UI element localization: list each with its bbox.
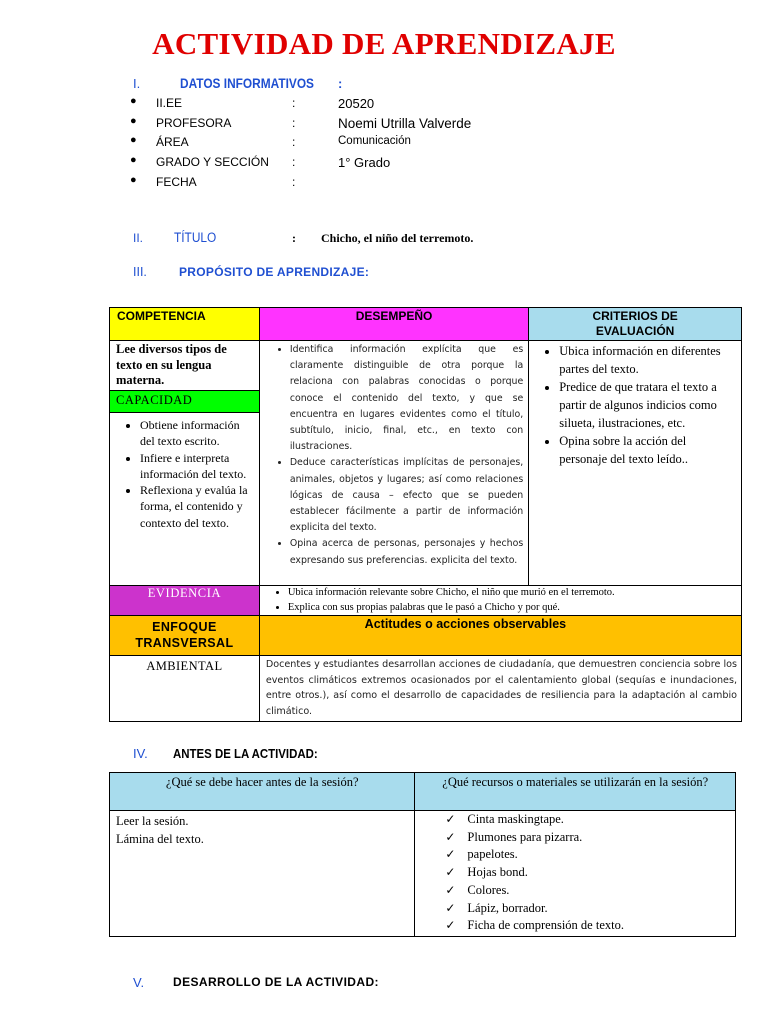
info-value: 1° Grado — [338, 155, 391, 170]
header-recursos: ¿Qué recursos o materiales se utilizarán en la sesión? — [415, 773, 736, 811]
enfoque-cell — [110, 656, 260, 722]
bullet-icon: ● — [130, 115, 137, 127]
bullet-icon: ● — [130, 134, 137, 146]
competencia-cell — [110, 341, 260, 586]
info-value: 20520 — [338, 96, 375, 111]
list-item: ✓ Lápiz, borrador. — [467, 900, 731, 918]
bullet-icon: ● — [130, 174, 137, 186]
list-item: • Identifica información explícita que es claramente distinguible de otra porque la relaciona con palabras conocidas o porque conoce el contenido del texto, y que se encuentra en lugares evidentes como el título, subtítulo, inicio, final, etc., en texto con ilustraciones. — [290, 342, 523, 455]
info-label: GRADO Y SECCIÓN — [156, 155, 269, 169]
header-antes: ¿Qué se debe hacer antes de la sesión? — [110, 773, 415, 811]
section-3-label: PROPÓSITO DE APRENDIZAJE: — [179, 265, 370, 279]
list-item: • Explica con sus propias palabras que le pasó a Chicho y por qué. — [288, 601, 737, 616]
list-item: ✓ Colores. — [467, 882, 731, 900]
section-1-number: I. — [133, 76, 141, 91]
section-2-number: II. — [133, 231, 144, 245]
section-5-number: V. — [133, 975, 145, 990]
list-item: • Ubica información en diferentes partes del texto. — [559, 342, 735, 378]
info-label: PROFESORA — [156, 116, 232, 130]
info-label: II.EE — [156, 96, 183, 110]
section-5-label: DESARROLLO DE LA ACTIVIDAD: — [173, 975, 379, 989]
list-item: ✓ Ficha de comprensión de texto. — [467, 917, 731, 935]
section-4-number: IV. — [133, 746, 148, 761]
info-colon: : — [292, 155, 296, 169]
section-1-label: DATOS INFORMATIVOS — [180, 76, 314, 91]
enfoque-header: ENFOQUE TRANSVERSAL — [110, 616, 260, 656]
list-item: ✓ Cinta maskingtape. — [467, 811, 731, 829]
competencia-text: Lee diversos tipos de texto en su lengua materna. — [116, 342, 227, 387]
list-item: • Predice de que tratara el texto a partir de algunos indicios como silueta, ilustraciones, etc. — [559, 378, 735, 432]
list-item: • Obtiene información del texto escrito. — [140, 417, 255, 450]
antes-item: Lámina del texto. — [116, 832, 204, 846]
criterios-cell — [529, 341, 742, 586]
section-1-colon: : — [338, 76, 343, 91]
recursos-cell — [415, 811, 736, 937]
info-colon: : — [292, 175, 296, 189]
evidencia-label: EVIDENCIA — [147, 586, 222, 600]
actitudes-header: Actitudes o acciones observables — [259, 616, 741, 656]
list-item: ✓ papelotes. — [467, 846, 731, 864]
section-2-colon: : — [292, 231, 296, 245]
header-desempeno: DESEMPEÑO — [259, 308, 528, 341]
capacidad-label: CAPACIDAD — [110, 390, 259, 413]
purpose-table — [109, 307, 742, 722]
bullet-icon: ● — [130, 95, 137, 107]
section-3-number: III. — [133, 265, 147, 279]
info-label: ÁREA — [156, 135, 189, 149]
bullet-icon: ● — [130, 154, 137, 166]
criterios-list — [533, 342, 735, 468]
list-item: ✓ Plumones para pizarra. — [467, 829, 731, 847]
antes-item: Leer la sesión. — [116, 814, 189, 828]
info-label: FECHA — [156, 175, 197, 189]
recursos-list — [415, 811, 731, 935]
list-item: • Deduce características implícitas de personajes, animales, objetos y lugares; así como relaciones lógicas de causa – efecto que se pueden establecer fácilmente a partir de información explicita del texto. — [290, 455, 523, 536]
list-item: • Ubica información relevante sobre Chicho, el niño que murió en el terremoto. — [288, 586, 737, 601]
actitud-cell — [259, 656, 741, 722]
section-2-label: TÍTULO — [174, 230, 217, 245]
list-item: ✓ Hojas bond. — [467, 864, 731, 882]
activity-title-value: Chicho, el niño del terremoto. — [321, 231, 474, 245]
evidencia-label-cell — [110, 586, 260, 616]
info-value: Comunicación — [338, 135, 411, 147]
info-colon: : — [292, 116, 296, 130]
before-activity-table — [109, 772, 736, 937]
enfoque-value: AMBIENTAL — [146, 659, 223, 673]
list-item: • Reflexiona y evalúa la forma, el contenido y contexto del texto. — [140, 482, 255, 531]
page-title: ACTIVIDAD DE APRENDIZAJE — [152, 26, 616, 61]
section-4-label: ANTES DE LA ACTIVIDAD: — [173, 746, 318, 761]
list-item: • Opina acerca de personas, personajes y hechos expresando sus preferencias. explicita del texto. — [290, 536, 523, 568]
antes-cell — [110, 811, 415, 937]
list-item: • Opina sobre la acción del personaje del texto leído.. — [559, 432, 735, 468]
desempenos-list — [266, 342, 523, 569]
header-criterios: CRITERIOS DE EVALUACIÓN — [529, 308, 742, 341]
info-colon: : — [292, 96, 296, 110]
header-competencia: COMPETENCIA — [110, 308, 260, 341]
evidencias-list — [264, 586, 737, 615]
actitud-text: Docentes y estudiantes desarrollan acciones de ciudadanía, que demuestren conciencia sobre los eventos climáticos extremos ocasionados por el calentamiento global (sequías e inundaciones, entre otros.), así como el desarrollo de capacidades de resiliencia para la adaptación al cambio climático. — [265, 659, 737, 717]
desempeno-cell — [259, 341, 528, 586]
capacidades-list — [110, 413, 259, 531]
list-item: • Infiere e interpreta información del texto. — [140, 450, 255, 483]
info-colon: : — [292, 135, 296, 149]
info-value: Noemi Utrilla Valverde — [338, 116, 472, 131]
evidencia-cell — [259, 586, 741, 616]
